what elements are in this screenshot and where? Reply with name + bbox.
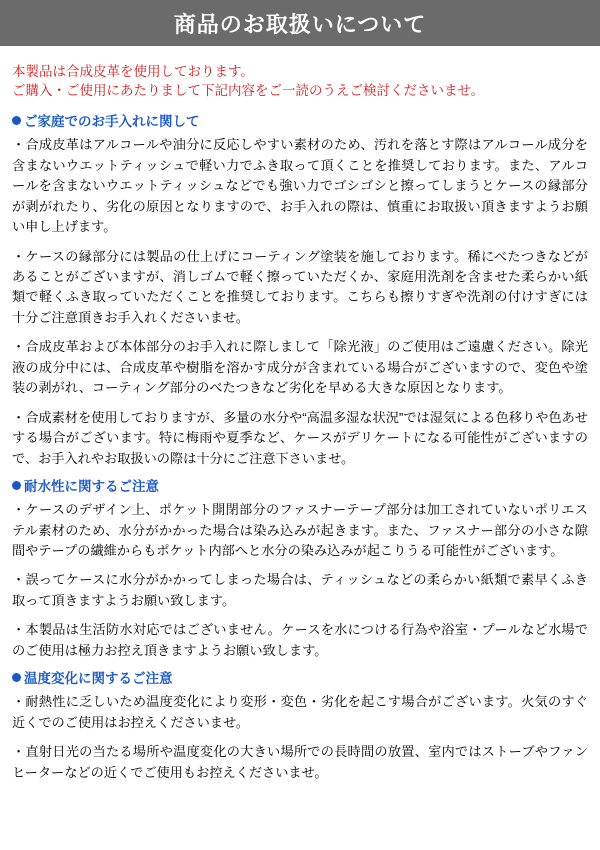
paragraph: ・誤ってケースに水分がかかってしまった場合は、ティッシュなどの柔らかい紙類で素早くふき取って頂きますようお願い致します。 [12,572,588,608]
paragraph: ・ケースのデザイン上、ポケット開閉部分のファスナーテープ部分は加工されていないポリエステル素材のため、水分がかかった場合は染み込みが起きます。また、ファスナー部分の小さな隙間やテープの繊維からもポケット内部へと水分の染み込みが起こりうる可能性がございます。 [12,502,588,559]
paragraph: ・合成皮革および本体部分のお手入れに際しまして「除光液」のご使用はご遠慮ください。除光液の成分中には、合成皮革や樹脂を溶かす成分が含まれている場合がございますので、変色や塗装の剥がれ、コーティング部分のべたつきなど劣化を早める大きな原因となります。 [12,339,588,396]
blue-dot-icon [12,116,21,125]
section-heading-home-care [12,110,588,130]
page-header [0,0,600,46]
section-heading-water-resistance [12,475,588,495]
section-heading-label: 温度変化に関するご注意 [24,671,173,687]
blue-dot-icon [12,481,21,490]
page-content [0,46,600,783]
paragraph: ・ケースの縁部分には製品の仕上げにコーティング塗装を施しております。稀にべたつきなどがあることがございますが、消しゴムで軽く擦っていただくか、家庭用洗剤を含ませた柔らかい紙類で軽くふき取っていただくことを推奨しております。こちらも擦りすぎや洗剤の付けすぎには十分ご注意頂きお手入れくださいませ。 [12,248,588,325]
section-heading-temperature [12,667,588,687]
lead-line-1: 本製品は合成皮革を使用しております。 [12,64,254,79]
section-heading-label: 耐水性に関するご注意 [24,479,159,495]
section-temperature [12,667,588,783]
paragraph: ・合成素材を使用しておりますが、多量の水分や“高温多湿な状況”では湿気による色移りや色あせする場合がございます。特に梅雨や夏季など、ケースがデリケートになる可能性がございますので、お手入れやお取扱いの際は十分にご注意下さいませ。 [12,409,588,466]
section-heading-label: ご家庭でのお手入れに関して [24,114,200,130]
section-water-resistance [12,475,588,661]
page-title: 商品のお取扱いについて [173,11,427,37]
blue-dot-icon [12,673,21,682]
paragraph: ・本製品は生活防水対応ではございません。ケースを水につける行為や浴室・プールなど水場でのご使用は極力お控え頂きますようお願い致します。 [12,622,588,658]
section-home-care [12,110,588,469]
paragraph: ・直射日光の当たる場所や温度変化の大きい場所での長時間の放置、室内ではストーブやファンヒーターなどの近くでご使用もお控えくださいませ。 [12,744,588,780]
paragraph: ・合成皮革はアルコールや油分に反応しやすい素材のため、汚れを落とす際はアルコール成分を含まないウエットティッシュで軽い力でふき取って頂くことを推奨しております。また、アルコールを含まないウエットティッシュなどでも強い力でゴシゴシと擦ってしまうとケースの縁部分が剥がれたり、劣化の原因となりますので、お手入れの際は、慎重にお取扱い頂きますようお願い申し上げます。 [12,137,588,235]
lead-notice [12,62,588,100]
paragraph: ・耐熱性に乏しいため温度変化により変形・変色・劣化を起こす場合がございます。火気のすぐ近くでのご使用はお控えくださいませ。 [12,694,588,730]
lead-line-2: ご購入・ご使用にあたりまして下記内容をご一読のうえご検討くださいませ。 [12,83,485,99]
